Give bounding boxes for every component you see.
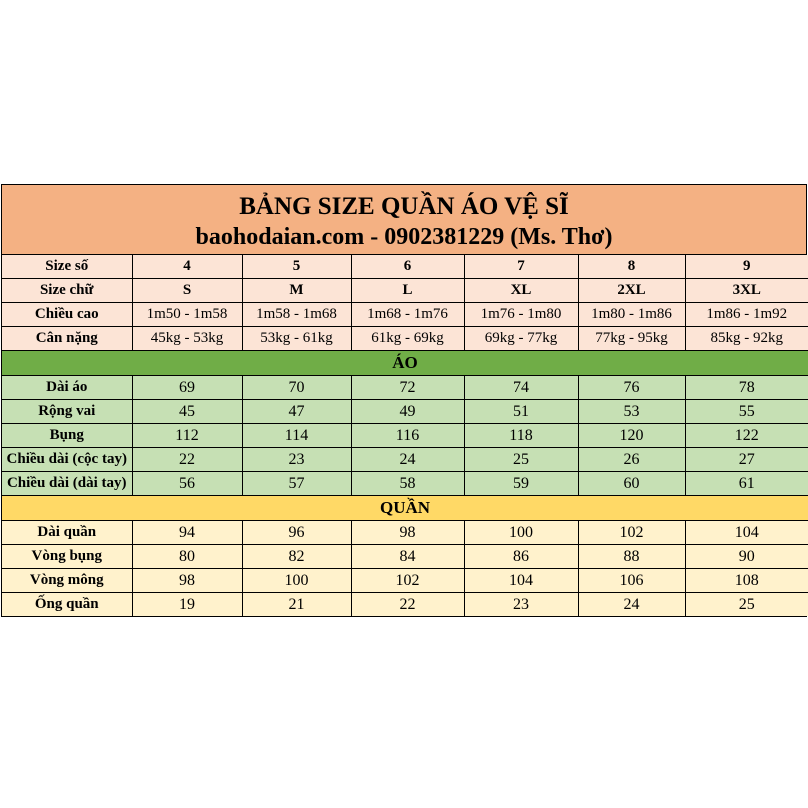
section-title: QUẦN: [2, 496, 808, 521]
chart-title: BẢNG SIZE QUẦN ÁO VỆ SĨ: [239, 193, 569, 220]
size-cell: 122: [685, 424, 808, 448]
size-cell: 25: [685, 593, 808, 617]
row-label: Cân nặng: [2, 327, 132, 351]
size-cell: 78: [685, 376, 808, 400]
size-cell: 102: [578, 521, 685, 545]
size-cell: 69kg - 77kg: [464, 327, 578, 351]
size-cell: 5: [242, 255, 351, 279]
quan-row: [2, 521, 808, 545]
size-cell: 74: [464, 376, 578, 400]
size-cell: 100: [464, 521, 578, 545]
size-cell: 85kg - 92kg: [685, 327, 808, 351]
size-cell: 77kg - 95kg: [578, 327, 685, 351]
ao-row: [2, 448, 808, 472]
size-cell: 112: [132, 424, 242, 448]
size-cell: 1m58 - 1m68: [242, 303, 351, 327]
size-table-body: [2, 255, 808, 616]
size-cell: 82: [242, 545, 351, 569]
row-label: Chiều cao: [2, 303, 132, 327]
size-cell: 49: [351, 400, 464, 424]
ao-row: [2, 424, 808, 448]
row-label: Dài quần: [2, 521, 132, 545]
row-label: Vòng bụng: [2, 545, 132, 569]
size-cell: 96: [242, 521, 351, 545]
size-cell: 4: [132, 255, 242, 279]
size-cell: 70: [242, 376, 351, 400]
chart-subtitle: baohodaian.com - 0902381229 (Ms. Thơ): [195, 224, 613, 250]
size-cell: 53kg - 61kg: [242, 327, 351, 351]
row-label: Size chữ: [2, 279, 132, 303]
row-label: Vòng mông: [2, 569, 132, 593]
size-cell: 23: [464, 593, 578, 617]
ao-row: [2, 400, 808, 424]
size-cell: 118: [464, 424, 578, 448]
size-cell: XL: [464, 279, 578, 303]
size-cell: 94: [132, 521, 242, 545]
size-cell: 19: [132, 593, 242, 617]
size-cell: 56: [132, 472, 242, 496]
size-cell: 9: [685, 255, 808, 279]
quan-section-header: [2, 496, 808, 521]
size-cell: 21: [242, 593, 351, 617]
row-label: Bụng: [2, 424, 132, 448]
row-label: Chiều dài (cộc tay): [2, 448, 132, 472]
size-cell: 57: [242, 472, 351, 496]
row-label: Ống quần: [2, 593, 132, 617]
size-cell: 58: [351, 472, 464, 496]
quan-row: [2, 593, 808, 617]
info-row: [2, 327, 808, 351]
size-cell: 114: [242, 424, 351, 448]
size-cell: 55: [685, 400, 808, 424]
size-cell: 45: [132, 400, 242, 424]
size-cell: 47: [242, 400, 351, 424]
ao-row: [2, 376, 808, 400]
size-table: [2, 255, 808, 616]
info-row: [2, 255, 808, 279]
size-cell: 6: [351, 255, 464, 279]
size-cell: 60: [578, 472, 685, 496]
size-cell: 116: [351, 424, 464, 448]
size-cell: 22: [132, 448, 242, 472]
size-cell: M: [242, 279, 351, 303]
size-cell: 86: [464, 545, 578, 569]
size-cell: 108: [685, 569, 808, 593]
size-cell: 1m80 - 1m86: [578, 303, 685, 327]
quan-row: [2, 569, 808, 593]
size-cell: 26: [578, 448, 685, 472]
size-cell: 80: [132, 545, 242, 569]
size-cell: 61kg - 69kg: [351, 327, 464, 351]
size-cell: 98: [351, 521, 464, 545]
size-cell: 69: [132, 376, 242, 400]
size-cell: 100: [242, 569, 351, 593]
size-cell: 51: [464, 400, 578, 424]
row-label: Rộng vai: [2, 400, 132, 424]
size-cell: 23: [242, 448, 351, 472]
size-cell: 61: [685, 472, 808, 496]
size-cell: 8: [578, 255, 685, 279]
size-cell: 45kg - 53kg: [132, 327, 242, 351]
size-cell: 1m68 - 1m76: [351, 303, 464, 327]
size-cell: 88: [578, 545, 685, 569]
quan-row: [2, 545, 808, 569]
size-cell: 120: [578, 424, 685, 448]
size-cell: 24: [578, 593, 685, 617]
size-cell: 1m50 - 1m58: [132, 303, 242, 327]
row-label: Chiều dài (dài tay): [2, 472, 132, 496]
size-cell: 104: [464, 569, 578, 593]
size-cell: 106: [578, 569, 685, 593]
size-cell: 84: [351, 545, 464, 569]
size-cell: 102: [351, 569, 464, 593]
ao-row: [2, 472, 808, 496]
info-row: [2, 303, 808, 327]
size-cell: 76: [578, 376, 685, 400]
row-label: Size số: [2, 255, 132, 279]
size-cell: 104: [685, 521, 808, 545]
section-title: ÁO: [2, 351, 808, 376]
size-cell: 1m86 - 1m92: [685, 303, 808, 327]
row-label: Dài áo: [2, 376, 132, 400]
info-row: [2, 279, 808, 303]
size-cell: 25: [464, 448, 578, 472]
size-chart: [1, 184, 807, 617]
size-cell: 53: [578, 400, 685, 424]
size-cell: 3XL: [685, 279, 808, 303]
size-cell: S: [132, 279, 242, 303]
size-cell: L: [351, 279, 464, 303]
ao-section-header: [2, 351, 808, 376]
size-cell: 27: [685, 448, 808, 472]
size-cell: 7: [464, 255, 578, 279]
size-cell: 72: [351, 376, 464, 400]
size-cell: 2XL: [578, 279, 685, 303]
size-cell: 98: [132, 569, 242, 593]
size-cell: 24: [351, 448, 464, 472]
title-block: [2, 185, 806, 255]
size-cell: 59: [464, 472, 578, 496]
size-cell: 90: [685, 545, 808, 569]
size-cell: 1m76 - 1m80: [464, 303, 578, 327]
size-cell: 22: [351, 593, 464, 617]
